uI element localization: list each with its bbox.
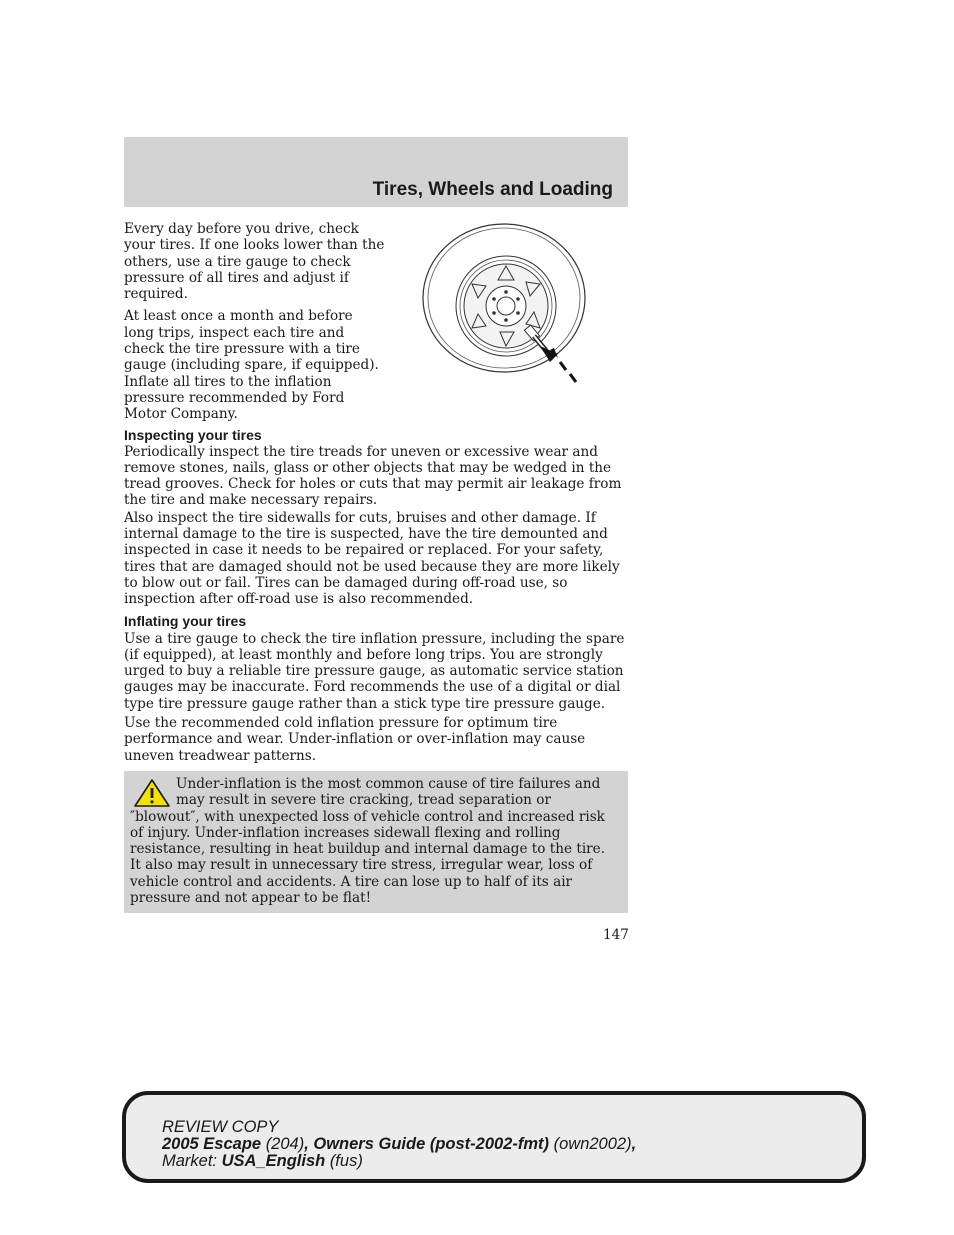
- inflating-paragraph-2: Use the recommended cold inflation pressure for optimum tire performance and wear. Under-inflation or over-inflation may cause uneven treadwear patterns.: [124, 715, 586, 764]
- warning-text: Under-inflation is the most common cause of tire failures and may result in severe tire cracking, tread separation or ″blowout″, with unexpected loss of vehicle control and increased risk of injury. Under-inflation increases sidewall flexing and rolling resistance, resulting in heat buildup and internal damage to the tire. It also may result in unnecessary tire stress, irregular wear, loss of vehicle control and accidents. A tire can lose up to half of its air pressure and not appear to be flat!: [130, 775, 606, 906]
- review-copy-footer: [122, 1091, 866, 1183]
- intro-paragraph-2: At least once a month and before long trips, inspect each tire and check the tire pressure with a tire gauge (including spare, if equipped). Inflate all tires to the inflation pressure recommended by Ford Motor Company.: [124, 308, 379, 423]
- warning-box: [124, 771, 628, 913]
- section-header-band: [124, 137, 628, 207]
- inspecting-paragraph-1: Periodically inspect the tire treads for uneven or excessive wear and remove stones, nails, glass or other objects that may be wedged in the tread grooves. Check for holes or cuts that may permit air leakage from the tire and make necessary repairs.: [124, 443, 622, 509]
- review-copy-label: REVIEW COPY: [162, 1118, 279, 1136]
- review-copy-text: [162, 1119, 636, 1170]
- page-body: [124, 221, 628, 913]
- review-market-line: Market: USA_English (fus): [162, 1152, 363, 1170]
- inflating-paragraph-1: Use a tire gauge to check the tire inflation pressure, including the spare (if equipped), at least monthly and before long trips. You are strongly urged to buy a reliable tire pressure gauge, as automatic service station gauges may be inaccurate. Ford recommends the use of a digital or dial type tire pressure gauge rather than a stick type tire pressure gauge.: [124, 630, 625, 712]
- inspecting-heading: Inspecting your tires: [124, 426, 262, 443]
- intro-paragraph-1: Every day before you drive, check your tires. If one looks lower than the others, use a tire gauge to check pressure of all tires and adjust if required.: [124, 221, 385, 303]
- warning-triangle-icon: [132, 778, 172, 808]
- inflating-heading: Inflating your tires: [124, 612, 247, 629]
- page-number: 147: [603, 927, 629, 943]
- section-title: Tires, Wheels and Loading: [372, 179, 613, 200]
- review-guide-line: 2005 Escape (204), Owners Guide (post-2002-fmt) (own2002),: [162, 1135, 637, 1153]
- inspecting-paragraph-2: Also inspect the tire sidewalls for cuts, bruises and other damage. If internal damage to the tire is suspected, have the tire demounted and inspected in case it needs to be repaired or replaced. For your safety, tires that are damaged should not be used because they are more likely to blow out or fail. Tires can be damaged during off-road use, so inspection after off-road use is also recommended.: [124, 509, 620, 608]
